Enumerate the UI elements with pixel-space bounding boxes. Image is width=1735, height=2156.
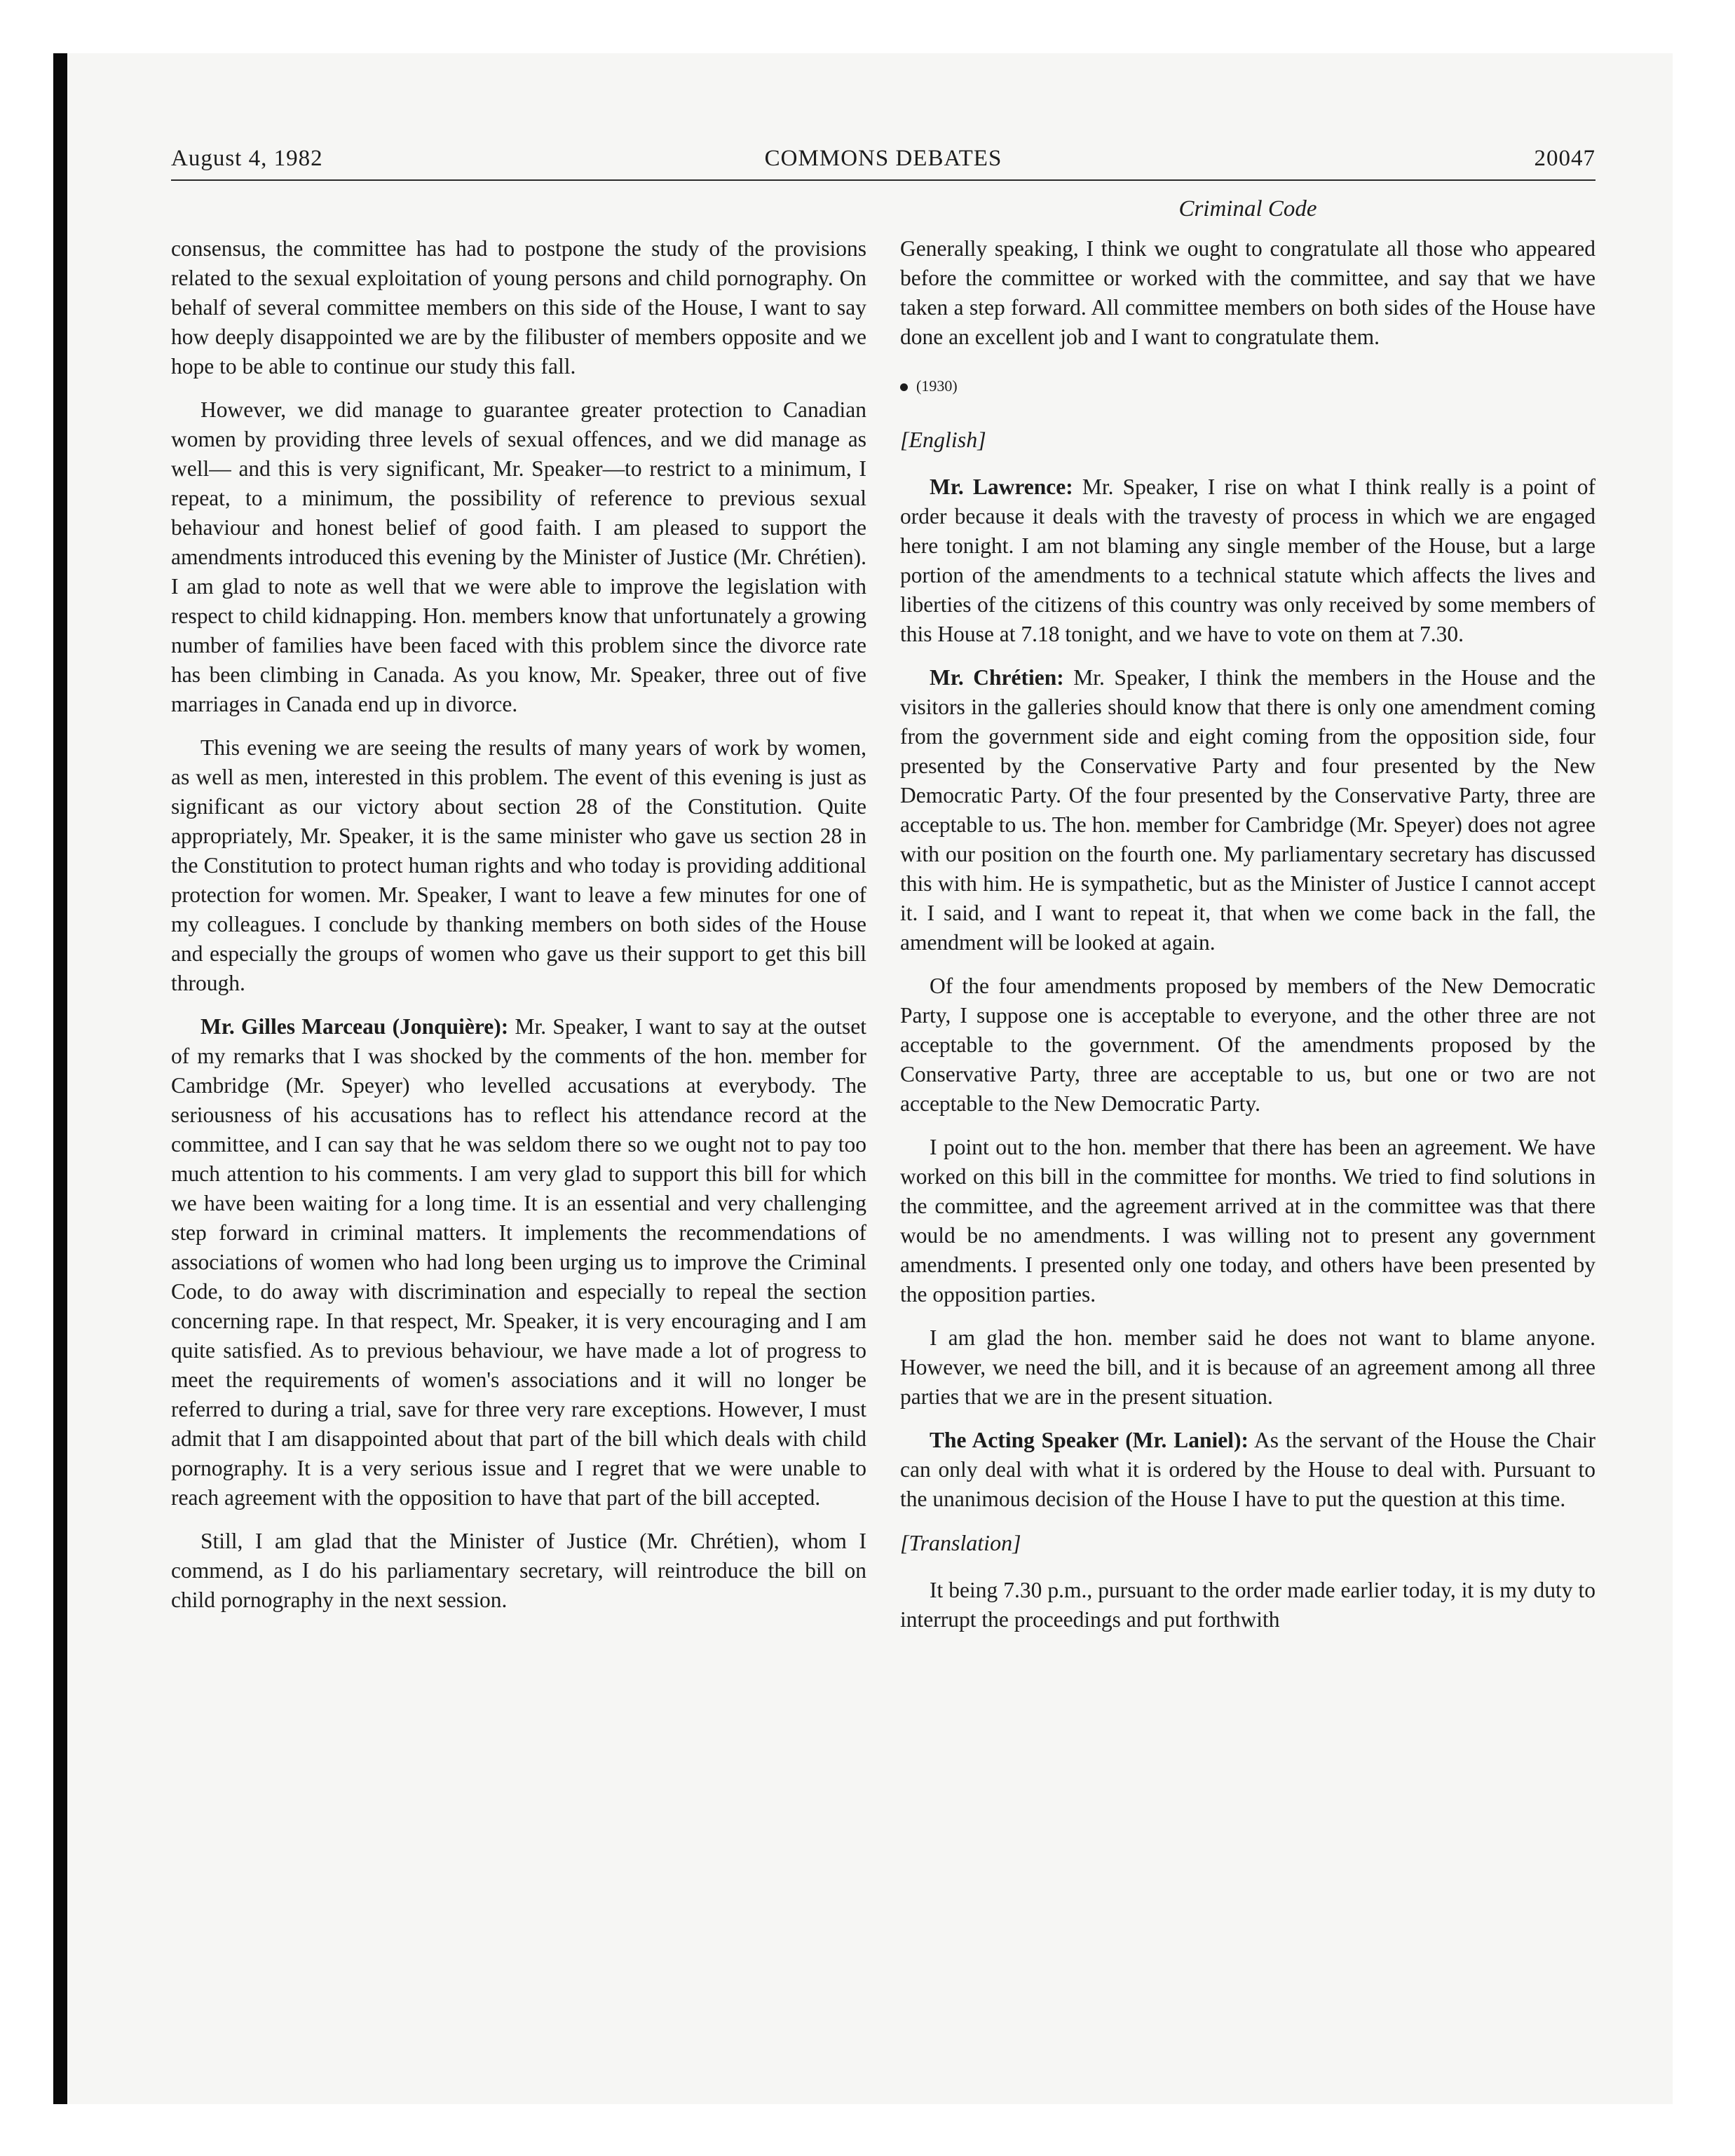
paragraph [900, 1576, 1595, 1635]
header-date: August 4, 1982 [171, 146, 323, 171]
header-title: COMMONS DEBATES [764, 146, 1002, 171]
paragraph [171, 234, 866, 381]
language-marker [900, 425, 1595, 454]
page-header [171, 143, 1595, 181]
speech-text: Mr. Speaker, I rise on what I think really is a point of order because it deals with the travesty of process in which we are engaged here tonight. I am not blaming any single member of the House, but a large portion of the amendments to a technical statute which affects the lives and liberties of the citizens of this country was only received by some members of this House at 7.18 tonight, and we have to vote on them at 7.30. [900, 475, 1595, 646]
paragraph [900, 971, 1595, 1119]
right-column [900, 234, 1595, 1649]
left-column [171, 234, 866, 1629]
speech-text: Mr. Speaker, I think the members in the House and the visitors in the galleries should know that there is only one amendment coming from the government side and eight coming from the opposition side, four presented by the Conservative Party and four presented by the New Democratic Party. Of the four presented by the Conservative Party, three are acceptable to us. The hon. member for Cambridge (Mr. Speyer) does not agree with our position on the fourth one. My parliamentary secretary has discussed this with him. He is sympathetic, but as the Minister of Justice I cannot accept it. I said, and I want to repeat it, that when we come back in the fall, the amendment will be looked at again. [900, 665, 1595, 955]
paragraph-text: Generally speaking, I think we ought to congratulate all those who appeared before the committee or worked with the committee, and say that we have taken a step forward. All committee members on both sides of the House have done an excellent job and I want to congratulate them. [900, 236, 1595, 349]
speaker-name: Mr. Chrétien: [930, 665, 1064, 690]
speaker-name: The Acting Speaker (Mr. Laniel): [930, 1428, 1248, 1452]
header-page-number: 20047 [1534, 146, 1595, 171]
speech-paragraph [171, 1012, 866, 1513]
language-marker-text: [English] [900, 427, 986, 452]
paragraph [171, 1527, 866, 1615]
speech-paragraph [900, 663, 1595, 957]
language-marker [900, 1528, 1595, 1557]
paragraph [900, 1323, 1595, 1412]
speaker-name: Mr. Lawrence: [930, 475, 1073, 499]
speech-text: Mr. Speaker, I want to say at the outset of my remarks that I was shocked by the comments of the hon. member for Cambridge (Mr. Speyer) who levelled accusations at everybody. The seriousness of his accusations has to reflect his attendance record at the committee, and I can say that he was seldom there so we ought not to pay too much attention to his comments. I am very glad to support this bill for which we have been waiting for a long time. It is an essential and very challenging step forward in criminal matters. It implements the recommendations of associations of women who had long been urging us to improve the Criminal Code, to do away with discrimination and especially to repeal the section concerning rape. In that respect, Mr. Speaker, it is very encouraging and I am quite satisfied. As to previous behaviour, we have made a lot of progress to meet the requirements of women's associations and it will no longer be referred to during a trial, save for three very rare exceptions. However, I must admit that I am disappointed about that part of the bill which deals with child pornography. It is a very serious issue and I regret that we were unable to reach agreement with the opposition to have that part of the bill accepted. [171, 1014, 867, 1510]
paragraph-text: Of the four amendments proposed by members of the New Democratic Party, I suppose one is acceptable to everyone, and the other three are not acceptable to the government. Of the amendments proposed by the Conservative Party, three are acceptable to us, but one or two are not acceptable to the New Democratic Party. [900, 974, 1595, 1116]
paragraph-text: This evening we are seeing the results of many years of work by women, as well as men, interested in this problem. The event of this evening is just as significant as our victory about section 28 of the Constitution. Quite appropriately, Mr. Speaker, it is the same minister who gave us section 28 in the Constitution to protect human rights and who today is providing additional protection for women. Mr. Speaker, I want to leave a few minutes for one of my colleagues. I conclude by thanking members on both sides of the House and especially the groups of women who gave us their support to get this bill through. [171, 735, 866, 995]
language-marker-text: [Translation] [900, 1530, 1021, 1555]
scan-edge-bar [53, 53, 67, 2104]
paragraph-text: It being 7.30 p.m., pursuant to the order made earlier today, it is my duty to interrupt the proceedings and put forthwith [900, 1578, 1595, 1632]
paragraph-text: I am glad the hon. member said he does not want to blame anyone. However, we need the bill, and it is because of an agreement among all three parties that we are in the present situation. [900, 1325, 1595, 1409]
time-marker-text: (1930) [916, 377, 958, 395]
speaker-name: Mr. Gilles Marceau (Jonquière): [200, 1014, 509, 1039]
speech-paragraph [900, 1426, 1595, 1514]
paragraph [171, 395, 866, 719]
paragraph [900, 1133, 1595, 1309]
time-marker [900, 371, 1595, 401]
paragraph-text: However, we did manage to guarantee greater protection to Canadian women by providing three levels of sexual offences, and we did manage as well— and this is very significant, Mr. Speaker—to restrict to a minimum, I repeat, to a minimum, the possibility of reference to previous sexual behaviour and honest belief of good faith. I am pleased to support the amendments introduced this evening by the Minister of Justice (Mr. Chrétien). I am glad to note as well that we were able to improve the legislation with respect to child kidnapping. Hon. members know that unfortunately a growing number of families have been faced with this problem since the divorce rate has been climbing in Canada. As you know, Mr. Speaker, three out of five marriages in Canada end up in divorce. [171, 397, 866, 716]
paragraph-text: consensus, the committee has had to postpone the study of the provisions related to the sexual exploitation of young persons and child pornography. On behalf of several committee members on this side of the House, I want to say how deeply disappointed we are by the filibuster of members opposite and we hope to be able to continue our study this fall. [171, 236, 866, 378]
bullet-icon [900, 383, 908, 391]
paragraph-text: I point out to the hon. member that there has been an agreement. We have worked on this bill in the committee for months. We tried to find solutions in the committee, and the agreement arrived at in the committee was that there would be no amendments. I was willing not to present any government amendments. I presented only one today, and others have been presented by the opposition parties. [900, 1135, 1595, 1306]
paragraph [171, 733, 866, 998]
paragraph [900, 234, 1595, 352]
speech-paragraph [900, 472, 1595, 649]
paragraph-text: Still, I am glad that the Minister of Justice (Mr. Chrétien), whom I commend, as I do his parliamentary secretary, will reintroduce the bill on child pornography in the next session. [171, 1529, 866, 1612]
section-title: Criminal Code [1178, 196, 1317, 221]
speech-text: As the servant of the House the Chair can only deal with what it is ordered by the House to deal with. Pursuant to the unanimous decision of the House I have to put the question at this time. [900, 1428, 1595, 1511]
